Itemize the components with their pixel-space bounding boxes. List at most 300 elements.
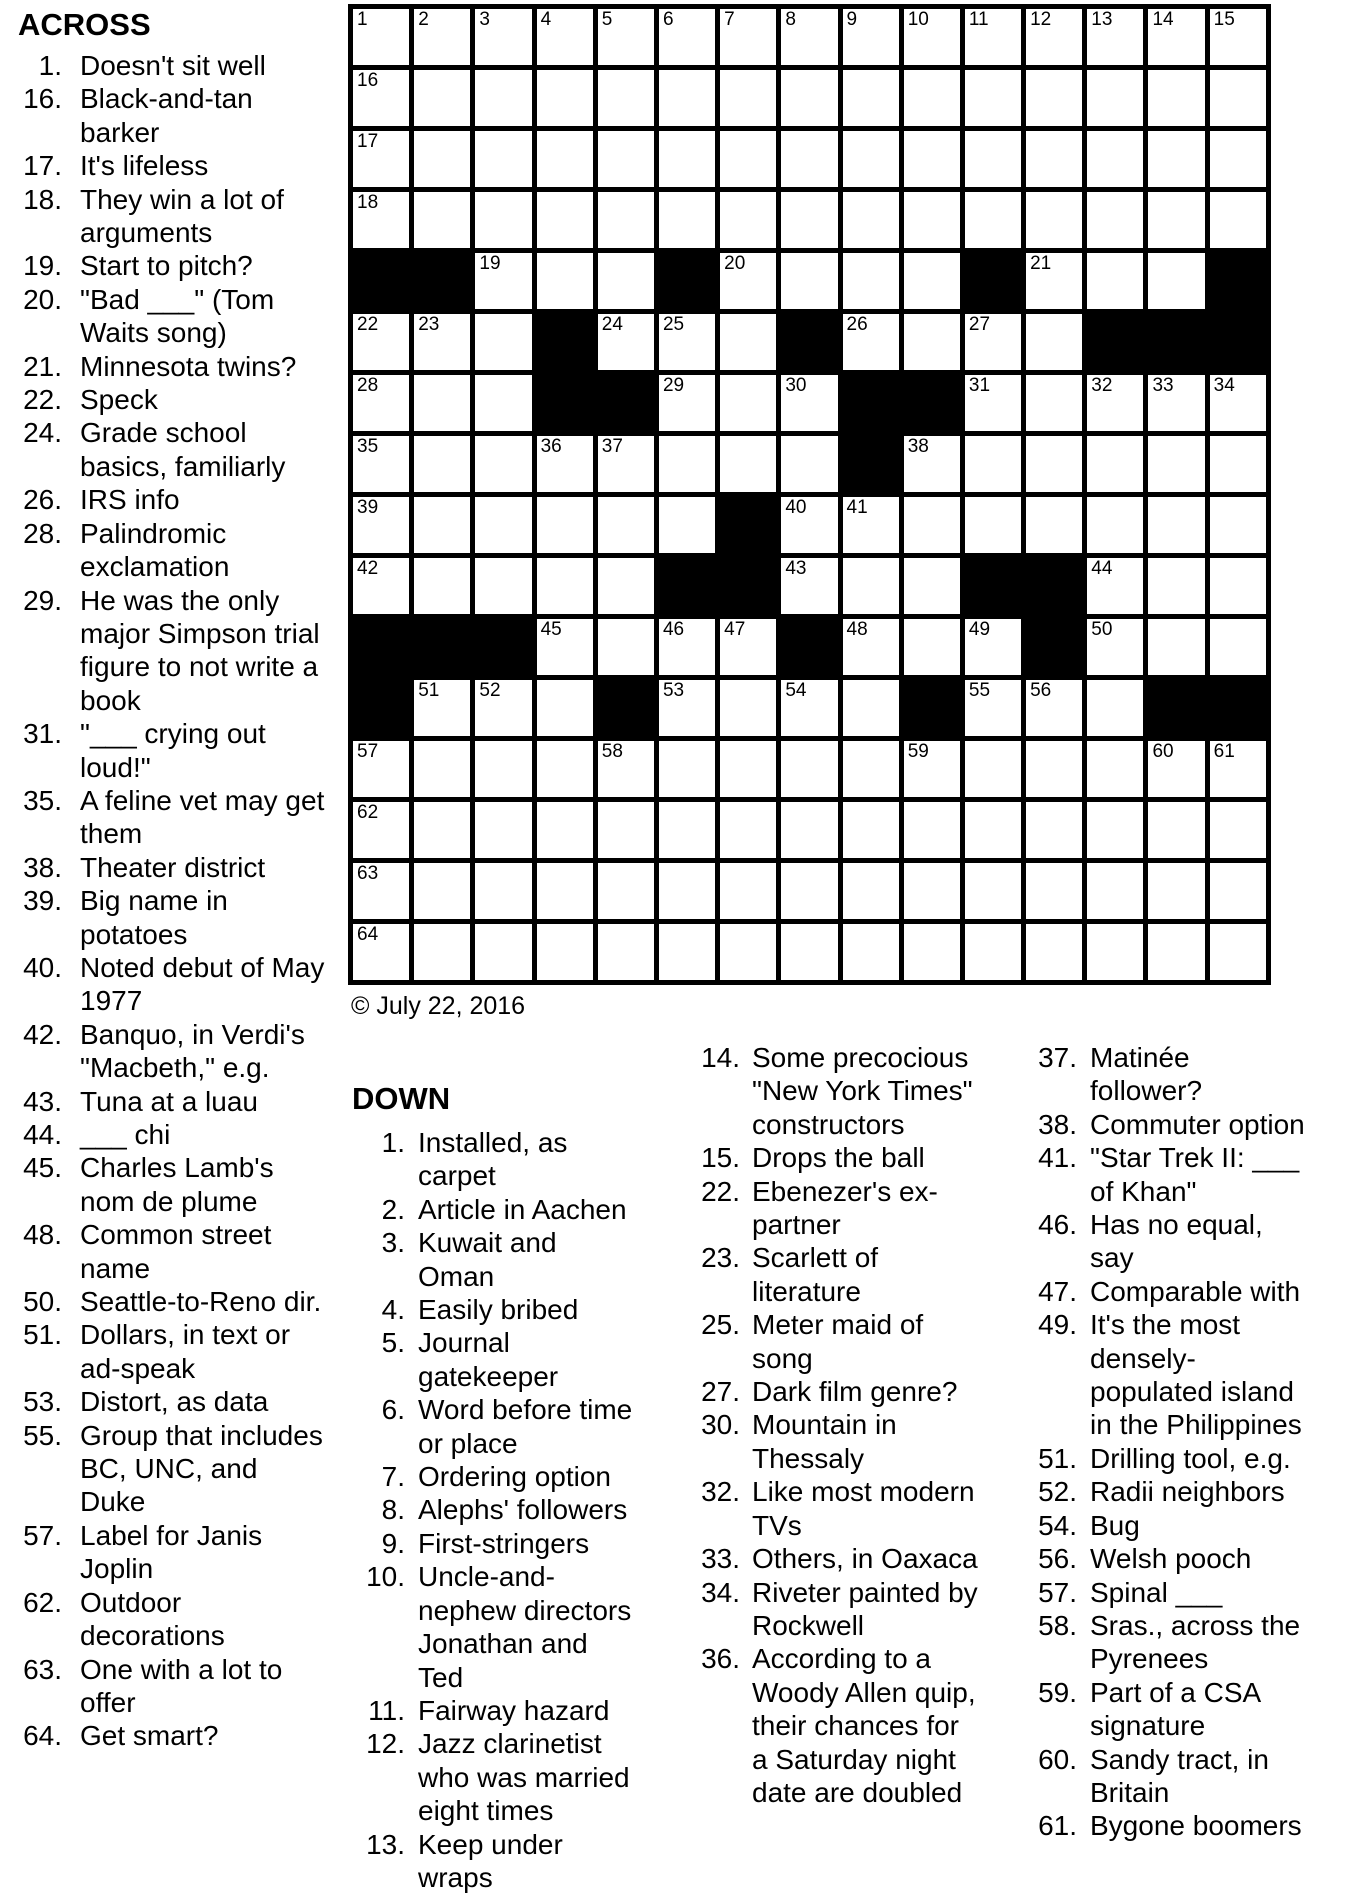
- grid-cell[interactable]: [537, 924, 593, 980]
- grid-cell[interactable]: [1148, 924, 1204, 980]
- grid-cell[interactable]: [1087, 70, 1143, 126]
- grid-cell[interactable]: [475, 253, 531, 309]
- grid-cell[interactable]: [598, 131, 654, 187]
- clue-number: 60.: [1038, 1743, 1077, 1775]
- grid-cell[interactable]: [659, 863, 715, 919]
- grid-cell[interactable]: [1087, 802, 1143, 858]
- grid-cell[interactable]: [1026, 680, 1082, 736]
- grid-cell[interactable]: [1026, 863, 1082, 919]
- grid-cell[interactable]: [537, 70, 593, 126]
- grid-cell[interactable]: [598, 253, 654, 309]
- grid-cell[interactable]: [843, 314, 899, 370]
- clue-number: 56.: [1038, 1543, 1077, 1575]
- grid-cell[interactable]: [904, 192, 960, 248]
- grid-cell[interactable]: [904, 863, 960, 919]
- grid-cell[interactable]: [414, 802, 470, 858]
- down-clue-32: [700, 1475, 1020, 1542]
- grid-cell[interactable]: [414, 436, 470, 492]
- grid-cell[interactable]: [1148, 741, 1204, 797]
- grid-cell[interactable]: [1087, 436, 1143, 492]
- grid-cell[interactable]: [904, 70, 960, 126]
- clue-number: 50.: [23, 1286, 62, 1318]
- down-clue-41: [1038, 1141, 1349, 1208]
- clue-number: 64.: [23, 1720, 62, 1752]
- grid-cell[interactable]: [1026, 802, 1082, 858]
- clue-number: 19.: [23, 250, 62, 282]
- grid-cell[interactable]: [659, 192, 715, 248]
- cell-number: 47: [724, 619, 746, 640]
- grid-cell[interactable]: [598, 863, 654, 919]
- grid-cell[interactable]: [659, 9, 715, 65]
- grid-cell[interactable]: [537, 619, 593, 675]
- grid-cell[interactable]: [965, 680, 1021, 736]
- grid-cell[interactable]: [843, 802, 899, 858]
- clue-text: Bug: [1090, 1509, 1140, 1541]
- across-clue-26: [18, 483, 338, 516]
- clue-text: "Star Trek II: ___ of Khan": [1090, 1142, 1300, 1207]
- grid-cell[interactable]: [843, 131, 899, 187]
- grid-cell[interactable]: [353, 558, 409, 614]
- clue-text: Article in Aachen: [418, 1193, 627, 1225]
- copyright: © July 22, 2016: [351, 992, 526, 1020]
- grid-cell[interactable]: [1026, 314, 1082, 370]
- grid-cell[interactable]: [659, 131, 715, 187]
- grid-cell[interactable]: [965, 802, 1021, 858]
- grid-cell[interactable]: [1148, 436, 1204, 492]
- clue-text: Noted debut of May 1977: [80, 951, 325, 1017]
- grid-cell[interactable]: [781, 741, 837, 797]
- grid-cell[interactable]: [1026, 497, 1082, 553]
- grid-cell[interactable]: [537, 436, 593, 492]
- grid-cell[interactable]: [598, 924, 654, 980]
- grid-cell[interactable]: [353, 131, 409, 187]
- grid-cell[interactable]: [1087, 680, 1143, 736]
- grid-cell[interactable]: [720, 314, 776, 370]
- grid-cell[interactable]: [414, 497, 470, 553]
- cell-number: 22: [357, 314, 379, 335]
- clue-text: Mountain in Thessaly: [752, 1409, 897, 1474]
- grid-cell[interactable]: [1026, 924, 1082, 980]
- grid-cell[interactable]: [1087, 924, 1143, 980]
- grid-cell[interactable]: [475, 9, 531, 65]
- grid-cell[interactable]: [1210, 924, 1266, 980]
- clue-text: Journal gatekeeper: [418, 1327, 559, 1392]
- clue-number: 41.: [1038, 1142, 1077, 1174]
- grid-cell[interactable]: [659, 375, 715, 431]
- down-clue-57: [1038, 1576, 1349, 1609]
- grid-cell[interactable]: [1087, 253, 1143, 309]
- grid-cell[interactable]: [1210, 131, 1266, 187]
- cell-number: 23: [418, 314, 440, 335]
- grid-cell[interactable]: [659, 802, 715, 858]
- grid-cell[interactable]: [843, 924, 899, 980]
- grid-cell[interactable]: [475, 314, 531, 370]
- across-clue-18: [18, 183, 338, 250]
- cell-number: 56: [1030, 680, 1052, 701]
- clue-number: 46.: [1038, 1209, 1077, 1241]
- clue-number: 44.: [23, 1119, 62, 1150]
- across-clue-19: [18, 249, 338, 282]
- grid-cell[interactable]: [965, 375, 1021, 431]
- clue-text: Keep under wraps: [418, 1828, 563, 1893]
- down-clue-33: [700, 1542, 1020, 1575]
- grid-cell[interactable]: [414, 375, 470, 431]
- grid-cell[interactable]: [781, 253, 837, 309]
- across-clue-45: [18, 1151, 338, 1218]
- clue-text: Banquo, in Verdi's "Macbeth," e.g.: [80, 1018, 305, 1084]
- cell-number: 41: [846, 497, 868, 518]
- clue-text: Spinal ___: [1090, 1576, 1223, 1608]
- grid-cell[interactable]: [475, 192, 531, 248]
- grid-cell[interactable]: [1148, 558, 1204, 614]
- grid-cell-black: [1210, 314, 1266, 370]
- grid-cell[interactable]: [904, 619, 960, 675]
- grid-cell[interactable]: [904, 253, 960, 309]
- grid-cell[interactable]: [1210, 436, 1266, 492]
- grid-cell[interactable]: [965, 863, 1021, 919]
- grid-cell[interactable]: [720, 131, 776, 187]
- clue-number: 22.: [701, 1175, 740, 1207]
- grid-cell[interactable]: [1087, 619, 1143, 675]
- grid-cell[interactable]: [1087, 558, 1143, 614]
- clue-number: 7.: [381, 1461, 405, 1493]
- grid-cell[interactable]: [720, 924, 776, 980]
- grid-cell[interactable]: [537, 558, 593, 614]
- grid-cell[interactable]: [1210, 802, 1266, 858]
- grid-cell[interactable]: [1087, 497, 1143, 553]
- grid-cell[interactable]: [1026, 70, 1082, 126]
- grid-cell[interactable]: [353, 497, 409, 553]
- grid-cell[interactable]: [353, 70, 409, 126]
- grid-cell[interactable]: [598, 619, 654, 675]
- grid-cell[interactable]: [965, 436, 1021, 492]
- grid-cell[interactable]: [1087, 192, 1143, 248]
- grid-cell[interactable]: [1210, 9, 1266, 65]
- grid-cell[interactable]: [965, 314, 1021, 370]
- grid-cell[interactable]: [1026, 192, 1082, 248]
- grid-cell[interactable]: [414, 741, 470, 797]
- grid-cell-black: [414, 253, 470, 309]
- grid-cell[interactable]: [414, 680, 470, 736]
- grid-cell[interactable]: [1210, 192, 1266, 248]
- grid-cell[interactable]: [843, 192, 899, 248]
- grid-cell-black: [414, 619, 470, 675]
- grid-cell[interactable]: [781, 192, 837, 248]
- grid-cell[interactable]: [781, 375, 837, 431]
- across-clue-50: [18, 1285, 338, 1318]
- grid-cell[interactable]: [720, 436, 776, 492]
- grid-cell[interactable]: [1026, 741, 1082, 797]
- grid-cell[interactable]: [1087, 863, 1143, 919]
- grid-cell[interactable]: [843, 619, 899, 675]
- grid-cell[interactable]: [598, 741, 654, 797]
- grid-cell[interactable]: [537, 497, 593, 553]
- grid-cell[interactable]: [1210, 558, 1266, 614]
- grid-cell[interactable]: [1210, 741, 1266, 797]
- grid-cell[interactable]: [965, 497, 1021, 553]
- grid-cell[interactable]: [1026, 253, 1082, 309]
- grid-cell[interactable]: [843, 741, 899, 797]
- clue-number: 34.: [701, 1576, 740, 1608]
- clue-number: 17.: [23, 150, 62, 182]
- clue-text: Dollars, in text or ad-speak: [80, 1319, 291, 1384]
- grid-cell[interactable]: [537, 131, 593, 187]
- grid-cell[interactable]: [414, 314, 470, 370]
- grid-cell[interactable]: [720, 741, 776, 797]
- grid-cell[interactable]: [659, 314, 715, 370]
- grid-cell[interactable]: [598, 9, 654, 65]
- grid-cell[interactable]: [475, 802, 531, 858]
- grid-cell[interactable]: [1210, 375, 1266, 431]
- grid-cell[interactable]: [475, 924, 531, 980]
- grid-cell[interactable]: [353, 863, 409, 919]
- grid-cell[interactable]: [781, 131, 837, 187]
- clue-text: Matinée follower?: [1090, 1042, 1203, 1107]
- grid-cell[interactable]: [1148, 192, 1204, 248]
- grid-cell[interactable]: [537, 680, 593, 736]
- cell-number: 39: [357, 497, 379, 518]
- grid-cell[interactable]: [659, 924, 715, 980]
- grid-cell[interactable]: [720, 375, 776, 431]
- grid-cell[interactable]: [414, 131, 470, 187]
- clue-number: 1.: [38, 50, 62, 81]
- grid-cell[interactable]: [720, 253, 776, 309]
- grid-cell[interactable]: [475, 680, 531, 736]
- grid-cell[interactable]: [843, 497, 899, 553]
- grid-cell[interactable]: [720, 70, 776, 126]
- clue-text: Bygone boomers: [1090, 1810, 1302, 1842]
- grid-cell[interactable]: [659, 741, 715, 797]
- across-clue-40: [18, 951, 338, 1018]
- grid-cell[interactable]: [537, 802, 593, 858]
- grid-cell[interactable]: [1148, 802, 1204, 858]
- grid-cell[interactable]: [353, 314, 409, 370]
- clue-text: Doesn't sit well: [80, 50, 266, 81]
- grid-cell[interactable]: [353, 802, 409, 858]
- grid-cell-black: [965, 558, 1021, 614]
- grid-cell[interactable]: [475, 741, 531, 797]
- down-clue-7: [352, 1460, 662, 1493]
- cell-number: 63: [357, 863, 379, 884]
- grid-cell[interactable]: [1148, 131, 1204, 187]
- grid-cell[interactable]: [781, 436, 837, 492]
- grid-cell[interactable]: [659, 680, 715, 736]
- grid-cell[interactable]: [598, 802, 654, 858]
- grid-cell[interactable]: [1210, 70, 1266, 126]
- grid-cell[interactable]: [1148, 70, 1204, 126]
- down-clue-5: [352, 1326, 662, 1393]
- cell-number: 14: [1152, 9, 1174, 30]
- grid-cell[interactable]: [414, 9, 470, 65]
- grid-cell[interactable]: [659, 70, 715, 126]
- clue-number: 10.: [366, 1561, 405, 1593]
- grid-cell[interactable]: [965, 924, 1021, 980]
- clue-text: Ordering option: [418, 1461, 612, 1493]
- grid-cell[interactable]: [353, 9, 409, 65]
- clue-text: Part of a CSA signature: [1090, 1676, 1260, 1742]
- grid-cell[interactable]: [1148, 253, 1204, 309]
- grid-cell[interactable]: [904, 802, 960, 858]
- clue-text: Common street name: [80, 1219, 272, 1284]
- clue-text: Others, in Oaxaca: [752, 1543, 978, 1575]
- grid-cell[interactable]: [904, 497, 960, 553]
- grid-cell[interactable]: [1148, 375, 1204, 431]
- grid-cell[interactable]: [353, 436, 409, 492]
- grid-cell[interactable]: [843, 680, 899, 736]
- grid-cell[interactable]: [904, 924, 960, 980]
- grid-cell[interactable]: [904, 131, 960, 187]
- down-clue-61: [1038, 1809, 1349, 1842]
- grid-cell[interactable]: [659, 619, 715, 675]
- grid-cell[interactable]: [720, 802, 776, 858]
- grid-cell[interactable]: [781, 802, 837, 858]
- grid-cell[interactable]: [353, 924, 409, 980]
- grid-cell[interactable]: [414, 192, 470, 248]
- clue-number: 38.: [23, 851, 62, 883]
- grid-cell[interactable]: [537, 9, 593, 65]
- cell-number: 15: [1213, 9, 1235, 30]
- grid-cell[interactable]: [1210, 497, 1266, 553]
- grid-cell[interactable]: [537, 253, 593, 309]
- grid-cell[interactable]: [781, 9, 837, 65]
- grid-cell[interactable]: [904, 314, 960, 370]
- cell-number: 4: [540, 9, 552, 30]
- grid-cell[interactable]: [537, 741, 593, 797]
- grid-cell[interactable]: [1087, 9, 1143, 65]
- grid-cell[interactable]: [598, 314, 654, 370]
- across-clue-20: [18, 283, 338, 350]
- cell-number: 29: [662, 375, 685, 396]
- grid-cell[interactable]: [537, 192, 593, 248]
- grid-cell[interactable]: [904, 558, 960, 614]
- clue-text: Riveter painted by Rockwell: [752, 1576, 978, 1641]
- grid-cell[interactable]: [598, 558, 654, 614]
- clue-number: 33.: [701, 1543, 740, 1575]
- across-clue-53: [18, 1385, 338, 1418]
- cell-number: 31: [968, 375, 991, 396]
- cell-number: 32: [1091, 375, 1113, 396]
- grid-cell[interactable]: [781, 70, 837, 126]
- grid-cell[interactable]: [414, 558, 470, 614]
- grid-cell[interactable]: [843, 863, 899, 919]
- grid-cell[interactable]: [1026, 436, 1082, 492]
- grid-cell[interactable]: [720, 192, 776, 248]
- grid-cell[interactable]: [843, 558, 899, 614]
- clue-text: Sras., across the Pyrenees: [1090, 1609, 1301, 1675]
- grid-cell[interactable]: [1026, 131, 1082, 187]
- cell-number: 13: [1091, 9, 1113, 30]
- grid-cell[interactable]: [720, 863, 776, 919]
- grid-cell[interactable]: [965, 192, 1021, 248]
- grid-cell[interactable]: [414, 924, 470, 980]
- clue-text: Speck: [80, 384, 158, 416]
- grid-cell[interactable]: [598, 70, 654, 126]
- cell-number: 25: [662, 314, 685, 335]
- grid-cell[interactable]: [904, 9, 960, 65]
- grid-cell[interactable]: [1026, 9, 1082, 65]
- grid-cell[interactable]: [1148, 863, 1204, 919]
- grid-cell[interactable]: [414, 863, 470, 919]
- grid-cell-black: [904, 680, 960, 736]
- across-clue-42: [18, 1018, 338, 1085]
- grid-cell[interactable]: [353, 192, 409, 248]
- grid-cell[interactable]: [781, 497, 837, 553]
- grid-cell[interactable]: [720, 680, 776, 736]
- grid-cell[interactable]: [720, 619, 776, 675]
- grid-cell[interactable]: [1210, 619, 1266, 675]
- across-clue-35: [18, 784, 338, 851]
- cell-number: 42: [357, 558, 379, 579]
- grid-cell[interactable]: [353, 741, 409, 797]
- grid-cell[interactable]: [598, 436, 654, 492]
- grid-cell[interactable]: [475, 558, 531, 614]
- grid-cell[interactable]: [598, 192, 654, 248]
- grid-cell[interactable]: [843, 70, 899, 126]
- grid-cell[interactable]: [1148, 619, 1204, 675]
- clue-text: According to a Woody Allen quip, their chances for a Saturday night date are doubled: [752, 1643, 976, 1808]
- grid-cell[interactable]: [1210, 863, 1266, 919]
- grid-cell[interactable]: [904, 436, 960, 492]
- grid-cell[interactable]: [965, 70, 1021, 126]
- grid-cell[interactable]: [965, 131, 1021, 187]
- clue-number: 59.: [1038, 1676, 1077, 1708]
- grid-cell[interactable]: [475, 436, 531, 492]
- grid-cell[interactable]: [537, 863, 593, 919]
- grid-cell[interactable]: [598, 497, 654, 553]
- cell-number: 59: [907, 741, 929, 762]
- clue-number: 42.: [23, 1018, 62, 1050]
- clue-number: 43.: [23, 1085, 62, 1117]
- grid-cell[interactable]: [659, 436, 715, 492]
- clue-number: 57.: [1038, 1576, 1077, 1608]
- grid-cell[interactable]: [414, 70, 470, 126]
- grid-cell[interactable]: [781, 558, 837, 614]
- down-clue-8: [352, 1493, 662, 1526]
- grid-cell[interactable]: [781, 924, 837, 980]
- grid-cell[interactable]: [965, 619, 1021, 675]
- grid-cell-black: [353, 253, 409, 309]
- grid-cell[interactable]: [475, 131, 531, 187]
- grid-cell[interactable]: [475, 863, 531, 919]
- grid-cell[interactable]: [475, 70, 531, 126]
- grid-cell[interactable]: [1087, 741, 1143, 797]
- grid-cell[interactable]: [965, 741, 1021, 797]
- cell-number: 17: [357, 131, 379, 152]
- down-clue-1: [352, 1126, 662, 1193]
- grid-cell[interactable]: [843, 253, 899, 309]
- grid-cell[interactable]: [781, 863, 837, 919]
- grid-cell[interactable]: [659, 497, 715, 553]
- grid-cell[interactable]: [1148, 497, 1204, 553]
- grid-cell[interactable]: [904, 741, 960, 797]
- grid-cell[interactable]: [1026, 375, 1082, 431]
- grid-cell[interactable]: [1148, 9, 1204, 65]
- grid-cell[interactable]: [475, 375, 531, 431]
- grid-cell[interactable]: [1087, 131, 1143, 187]
- clue-number: 8.: [381, 1494, 405, 1526]
- grid-cell[interactable]: [475, 497, 531, 553]
- grid-cell[interactable]: [965, 9, 1021, 65]
- clue-number: 61.: [1038, 1810, 1077, 1842]
- grid-cell[interactable]: [1087, 375, 1143, 431]
- grid-cell[interactable]: [353, 375, 409, 431]
- down-clue-56: [1038, 1542, 1349, 1575]
- grid-cell[interactable]: [843, 9, 899, 65]
- grid-cell[interactable]: [720, 9, 776, 65]
- clue-number: 2.: [381, 1193, 405, 1225]
- cell-number: 64: [357, 924, 379, 945]
- grid-cell[interactable]: [781, 680, 837, 736]
